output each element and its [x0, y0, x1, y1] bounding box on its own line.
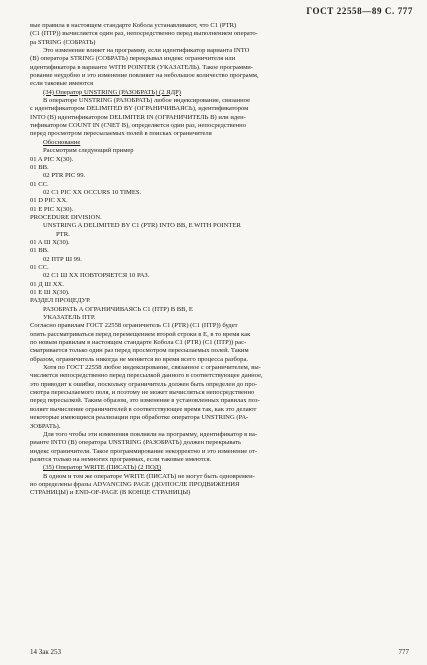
text-line: INTO (В) идентификатором DELIMITER IN (ОГРАНИЧИТЕЛЬ В) или иден-	[30, 113, 246, 121]
document-body	[30, 22, 408, 498]
text-line: 01 Д Ш XX.	[30, 280, 64, 288]
text-line: ЗОБРАТЬ).	[30, 422, 61, 430]
text-line: тификатором COUNT IN (СЧЕТ В), определяется один раз, непосредственно	[30, 122, 246, 130]
text-line: 02 PTR PIC 99.	[43, 172, 86, 180]
running-header: ГОСТ 22558—89 С. 777	[306, 6, 413, 16]
text-line: опять рассматриваться перед перемещением второй строки в Е, в то время как	[30, 330, 251, 338]
page-footer	[30, 648, 409, 658]
text-line: 01 A Ш X(30).	[30, 238, 70, 246]
text-line: Хотя по ГОСТ 22558 любое индексирование, связанное с ограничителем, вы-	[43, 364, 261, 372]
text-line: (35) Оператор WRITE (ПИСАТЬ) (2 ПОД)	[43, 464, 162, 472]
text-line: индекс ограничителя. Такое программирование некорректно и это изменение от-	[30, 447, 258, 455]
text-line: 01 E PIC X(30).	[30, 205, 74, 213]
text-line: В операторе UNSTRING (РАЗОБРАТЬ) любое индексирование, связанное	[43, 97, 250, 105]
page-number: 777	[398, 648, 409, 656]
text-line: образом, ограничитель никогда не меняется во время всего процесса разбора.	[30, 355, 249, 363]
text-line: числяется непосредственно перед пересылкой данного в соответствующее данное,	[30, 372, 263, 380]
text-line: если таковые имеются	[30, 80, 94, 88]
text-line: 01 Е Ш X(30).	[30, 289, 70, 296]
text-line: смотра пересылаемого поля, и поэтому не может вычисляться непосредственно	[30, 389, 255, 397]
text-line: с идентификатором DELIMITED BY (ОГРАНИЧИВАЯСЬ), идентификатором	[30, 105, 249, 113]
text-line: ра STRING (СОБРАТЬ)	[30, 38, 96, 46]
text-line: 01 D PIC XX.	[30, 197, 68, 205]
text-line: сматривается только один раз перед просмотром пересылаемых полей. Таким	[30, 347, 249, 355]
text-line: по новым правилам в настоящем стандарте Кобола C1 (PTR) (C1 (ПТР)) рас-	[30, 339, 247, 347]
text-line: РАЗДЕЛ ПРОЦЕДУР.	[30, 297, 91, 305]
text-line: 01 СС.	[30, 263, 49, 271]
text-line: Согласно правилам ГОСТ 22558 ограничитель C1 (PTR) (C1 (ПТР)) будет	[30, 322, 238, 330]
text-line: (В) оператора STRING (СОБРАТЬ) перекрывал индекс ограничителя или	[30, 55, 236, 63]
text-line: Рассмотрим следующий пример	[43, 147, 134, 155]
text-line: 01 A PIC X(30).	[30, 155, 74, 163]
text-line: Это изменение влияет на программу, если идентификатор варианта INTO	[43, 47, 250, 55]
text-line: рование неудобно и это изменение повлияет на небольшое количество программ,	[30, 72, 259, 80]
text-line: PTR.	[56, 230, 70, 238]
text-line: 01 ВВ.	[30, 247, 49, 255]
text-line: некоторые имеющиеся реализации при обработке оператора UNSTRING (РА-	[30, 414, 249, 422]
text-line: PROCEDURE DIVISION.	[30, 213, 102, 221]
footer-order-number: 14 Зак 253	[30, 648, 62, 656]
text-line: вые правила в настоящем стандарте Кобола устанавливают, что C1 (PTR)	[30, 22, 237, 29]
text-line: УКАЗАТЕЛЬ ПТР.	[43, 314, 96, 322]
text-line: 01 BB.	[30, 163, 49, 171]
text-line: воляет вычисление ограничителей в соответствующее время так, как это делают	[30, 405, 257, 413]
text-line: но определены фразы ADVANCING PAGE (ДО/ПОСЛЕ ПРОДВИЖЕНИЯ	[30, 480, 240, 488]
text-line: (C1 (ПТР)) вычисляется один раз, непосредственно перед выполнением операто-	[30, 30, 258, 38]
text-line: это приводит к ошибке, поскольку ограничитель должен быть определен до про-	[30, 380, 258, 388]
text-line: 02 ПТР Ш 99.	[43, 255, 82, 263]
text-line: В одном и том же операторе WRITE (ПИСАТЬ) не могут быть одновремен-	[43, 472, 255, 480]
text-line: идентификатора в варианте WITH POINTER (УКАЗАТЕЛЬ). Такое программи-	[30, 63, 253, 71]
text-line: Обоснование	[43, 138, 81, 146]
text-line: рианте INTO (В) оператора UNSTRING (РАЗОБРАТЬ) должен перекрывать	[30, 439, 242, 447]
text-line: перед просмотром пересылаемых полей в поисках ограничителя	[30, 130, 212, 138]
text-line: UNSTRING A DELIMITED BY C1 (PTR) INTO BB, E WITH POINTER	[43, 222, 241, 230]
text-line: Для того чтобы эти изменения повлияли на программу, идентификатор в ва-	[43, 430, 258, 438]
text-line: СТРАНИЦЫ) и END-OF-PAGE (В КОНЦЕ СТРАНИЦЫ)	[30, 489, 191, 497]
text-line: РАЗОБРАТЬ А ОГРАНИЧИВАЯСЬ С1 (ПТР) В ВВ, Е	[43, 305, 193, 313]
text-line: разится только на немногих программах, если таковые имеются.	[30, 455, 212, 463]
text-line: (34) Оператор UNSTRING (РАЗОБРАТЬ) (2 ЯДР)	[43, 88, 181, 96]
text-line: 01 CC.	[30, 180, 49, 188]
text-line: 02 C1 PIC XX OCCURS 10 TIMES.	[43, 188, 142, 196]
text-line: 02 С1 Ш ХХ ПОВТОРЯЕТСЯ 10 РАЗ.	[43, 272, 150, 280]
text-line: перед пересылкой. Таким образом, это изменение в установленных правилах поз-	[30, 397, 260, 405]
